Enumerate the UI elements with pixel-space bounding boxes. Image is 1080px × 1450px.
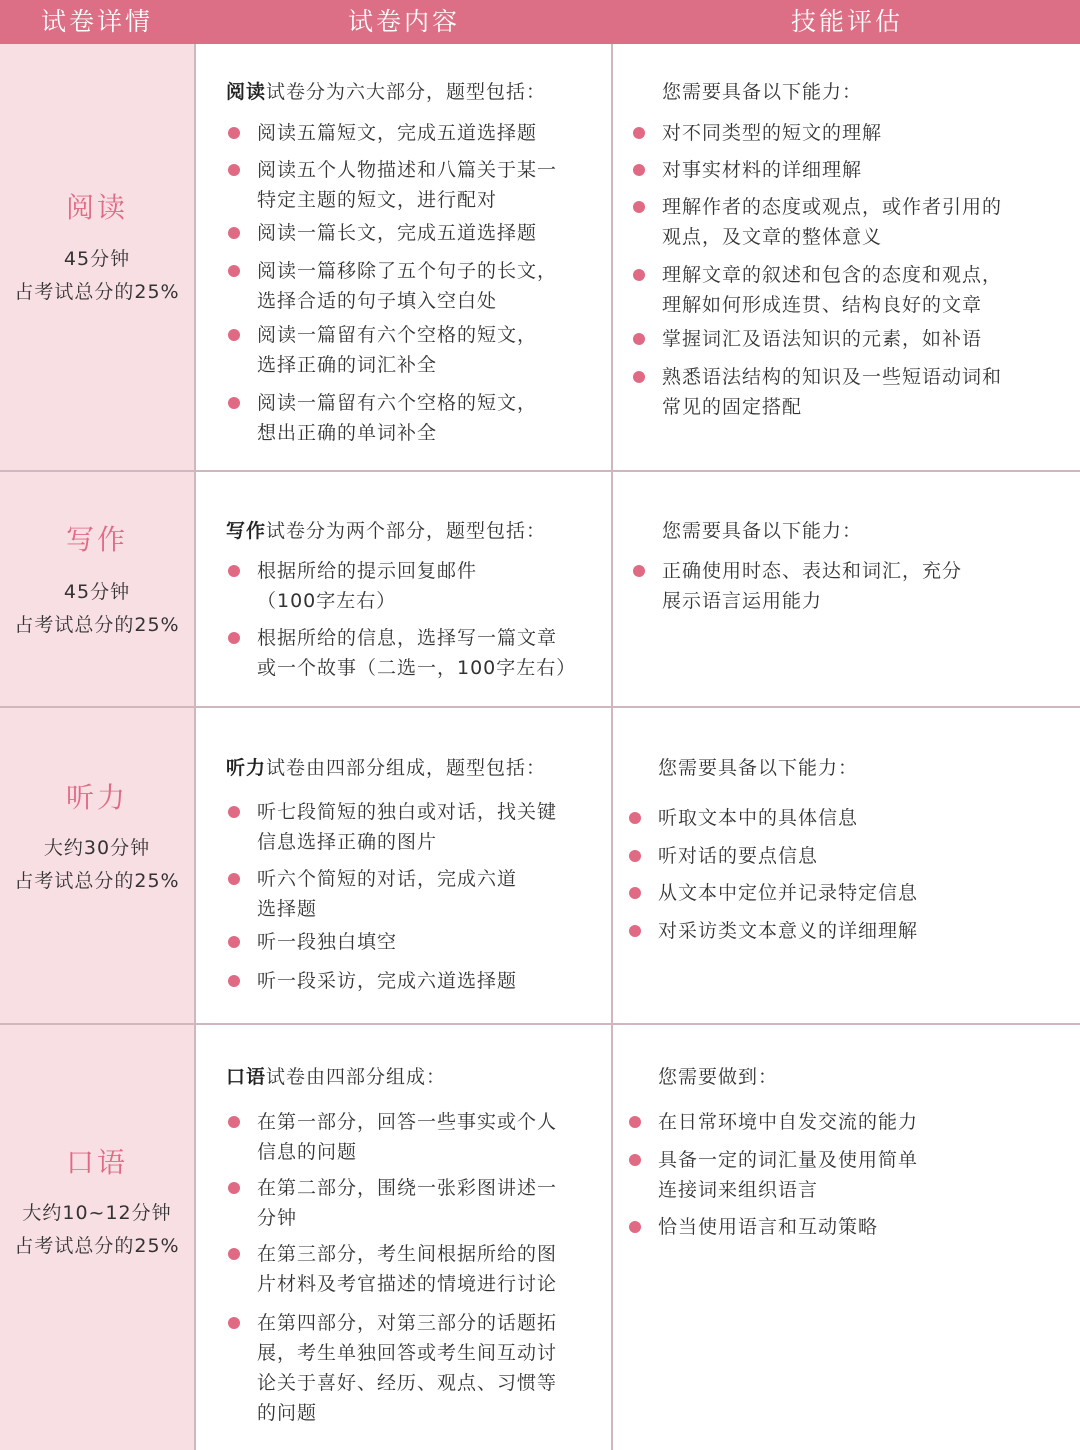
bullet-icon [633,127,645,139]
item-line: 在第二部分，围绕一张彩图讲述一 [257,1177,558,1199]
skills-intro-speaking: 您需要做到： [658,1066,779,1088]
item-line: 论关于喜好、经历、观点、习惯等 [257,1372,558,1394]
header-exam-details: 试卷详情 [40,7,153,36]
bullet-icon [629,1221,641,1233]
item-line: 选择题 [257,898,318,920]
duration-writing: 45分钟 [63,581,131,603]
bullet-icon [633,201,645,213]
item-line: 对不同类型的短文的理解 [662,122,883,144]
list-item [257,623,576,683]
list-item [257,1173,557,1233]
skill-item [658,803,858,833]
item-line: 听取文本中的具体信息 [658,807,859,829]
item-line: 选择正确的词汇补全 [257,354,438,376]
list-item [257,388,537,448]
item-line: 对采访类文本意义的详细理解 [658,920,919,942]
item-line: 具备一定的词汇量及使用简单 [658,1149,919,1171]
header-exam-content: 试卷内容 [347,7,460,36]
skill-item [662,324,982,354]
list-item [257,966,517,996]
intro-text-listening: 试卷由四部分组成，题型包括： [266,757,547,779]
list-item [257,155,557,215]
skill-item [658,1212,878,1242]
bullet-icon [629,850,641,862]
item-line: 掌握词汇及语法知识的元素，如补语 [662,328,983,350]
bullet-icon [629,1154,641,1166]
item-line: 在日常环境中自发交流的能力 [658,1111,919,1133]
item-line: 分钟 [257,1207,298,1229]
item-line: 对事实材料的详细理解 [662,159,863,181]
skills-intro-writing: 您需要具备以下能力： [662,520,863,542]
divider-vertical-2 [611,44,613,1450]
item-line: 阅读五篇短文，完成五道选择题 [257,122,538,144]
skill-item [662,155,862,185]
skill-item [662,118,882,148]
item-line: 阅读一篇长文，完成五道选择题 [257,222,538,244]
list-item [257,218,537,248]
skills-intro-reading: 您需要具备以下能力： [662,81,863,103]
bullet-icon [629,1116,641,1128]
section-title-speaking: 口语 [65,1146,128,1179]
duration-listening: 大约30分钟 [43,837,151,859]
bullet-icon [228,164,240,176]
intro-text-writing: 试卷分为两个部分，题型包括： [266,520,547,542]
item-line: 在第四部分，对第三部分的话题拓 [257,1312,558,1334]
bullet-icon [228,936,240,948]
section-title-reading: 阅读 [65,191,128,224]
item-line: 或一个故事（二选一，100字左右） [257,657,577,679]
weight-writing: 占考试总分的25% [14,614,180,636]
weight-reading: 占考试总分的25% [14,281,180,303]
divider-reading-writing [0,470,1080,472]
item-line: 恰当使用语言和互动策略 [658,1216,879,1238]
item-line: 在第一部分，回答一些事实或个人 [257,1111,558,1133]
list-item [257,864,517,924]
divider-vertical-1 [194,44,196,1450]
bullet-icon [228,975,240,987]
intro-bold-speaking: 口语 [226,1066,267,1088]
item-line: 听六个简短的对话，完成六道 [257,868,518,890]
item-line: 特定主题的短文，进行配对 [257,189,498,211]
skill-item [658,1107,918,1137]
item-line: 听对话的要点信息 [658,845,819,867]
table-header [0,0,1080,44]
intro-text-speaking: 试卷由四部分组成： [266,1066,447,1088]
skill-item [662,260,1002,320]
bullet-icon [629,887,641,899]
list-item [257,1308,557,1428]
bullet-icon [633,371,645,383]
section-meta-listening [0,832,194,898]
bullet-icon [228,1182,240,1194]
item-line: 听七段简短的独白或对话，找关键 [257,801,558,823]
item-line: 阅读一篇留有六个空格的短文， [257,392,538,414]
item-line: 信息选择正确的图片 [257,831,438,853]
bullet-icon [629,925,641,937]
list-item [257,320,537,380]
item-line: （100字左右） [257,590,397,612]
item-line: 听一段独白填空 [257,931,398,953]
skill-item [658,916,918,946]
header-skills: 技能评估 [790,7,903,36]
item-line: 阅读五个人物描述和八篇关于某一 [257,159,558,181]
duration-speaking: 大约10~12分钟 [22,1202,172,1224]
intro-speaking [226,1062,446,1089]
item-line: 从文本中定位并记录特定信息 [658,882,919,904]
item-line: 选择合适的句子填入空白处 [257,290,498,312]
item-line: 根据所给的信息，选择写一篇文章 [257,627,558,649]
item-line: 理解如何形成连贯、结构良好的文章 [662,294,983,316]
intro-reading [226,77,546,104]
item-line: 展示语言运用能力 [662,590,823,612]
bullet-icon [228,873,240,885]
item-line: 理解文章的叙述和包含的态度和观点， [662,264,1003,286]
bullet-icon [228,632,240,644]
skill-item [662,192,1002,252]
bullet-icon [228,265,240,277]
list-item [257,1107,557,1167]
bullet-icon [228,1248,240,1260]
intro-bold-reading: 阅读 [226,81,267,103]
bullet-icon [228,806,240,818]
skills-intro-listening: 您需要具备以下能力： [658,757,859,779]
skill-item [662,556,962,616]
list-item [257,118,537,148]
item-line: 根据所给的提示回复邮件 [257,560,478,582]
bullet-icon [629,812,641,824]
intro-text-reading: 试卷分为六大部分，题型包括： [266,81,547,103]
section-meta-speaking [0,1197,194,1263]
intro-listening [226,753,546,780]
divider-writing-listening [0,706,1080,708]
list-item [257,1239,557,1299]
list-item [257,556,477,616]
item-line: 展，考生单独回答或考生间互动讨 [257,1342,558,1364]
list-item [257,797,557,857]
item-line: 阅读一篇移除了五个句子的长文， [257,260,558,282]
intro-bold-writing: 写作 [226,520,267,542]
intro-writing [226,516,546,543]
bullet-icon [633,565,645,577]
divider-listening-speaking [0,1023,1080,1025]
bullet-icon [228,127,240,139]
item-line: 观点，及文章的整体意义 [662,226,883,248]
section-title-writing: 写作 [65,523,128,556]
bullet-icon [228,329,240,341]
item-line: 连接词来组织语言 [658,1179,819,1201]
list-item [257,256,557,316]
weight-speaking: 占考试总分的25% [14,1235,180,1257]
section-meta-writing [0,576,194,642]
skill-item [658,841,818,871]
item-line: 常见的固定搭配 [662,396,803,418]
item-line: 想出正确的单词补全 [257,422,438,444]
bullet-icon [228,227,240,239]
item-line: 听一段采访，完成六道选择题 [257,970,518,992]
item-line: 信息的问题 [257,1141,358,1163]
section-meta-reading [0,243,194,309]
item-line: 片材料及考官描述的情境进行讨论 [257,1273,558,1295]
bullet-icon [633,164,645,176]
skill-item [658,1145,918,1205]
bullet-icon [633,333,645,345]
bullet-icon [228,1116,240,1128]
bullet-icon [633,269,645,281]
intro-bold-listening: 听力 [226,757,267,779]
list-item [257,927,397,957]
item-line: 理解作者的态度或观点，或作者引用的 [662,196,1003,218]
item-line: 阅读一篇留有六个空格的短文， [257,324,538,346]
duration-reading: 45分钟 [63,248,131,270]
item-line: 熟悉语法结构的知识及一些短语动词和 [662,366,1003,388]
item-line: 在第三部分，考生间根据所给的图 [257,1243,558,1265]
bullet-icon [228,565,240,577]
item-line: 的问题 [257,1402,318,1424]
skill-item [658,878,918,908]
bullet-icon [228,1317,240,1329]
bullet-icon [228,397,240,409]
item-line: 正确使用时态、表达和词汇，充分 [662,560,963,582]
section-title-listening: 听力 [65,781,128,814]
weight-listening: 占考试总分的25% [14,870,180,892]
skill-item [662,362,1002,422]
